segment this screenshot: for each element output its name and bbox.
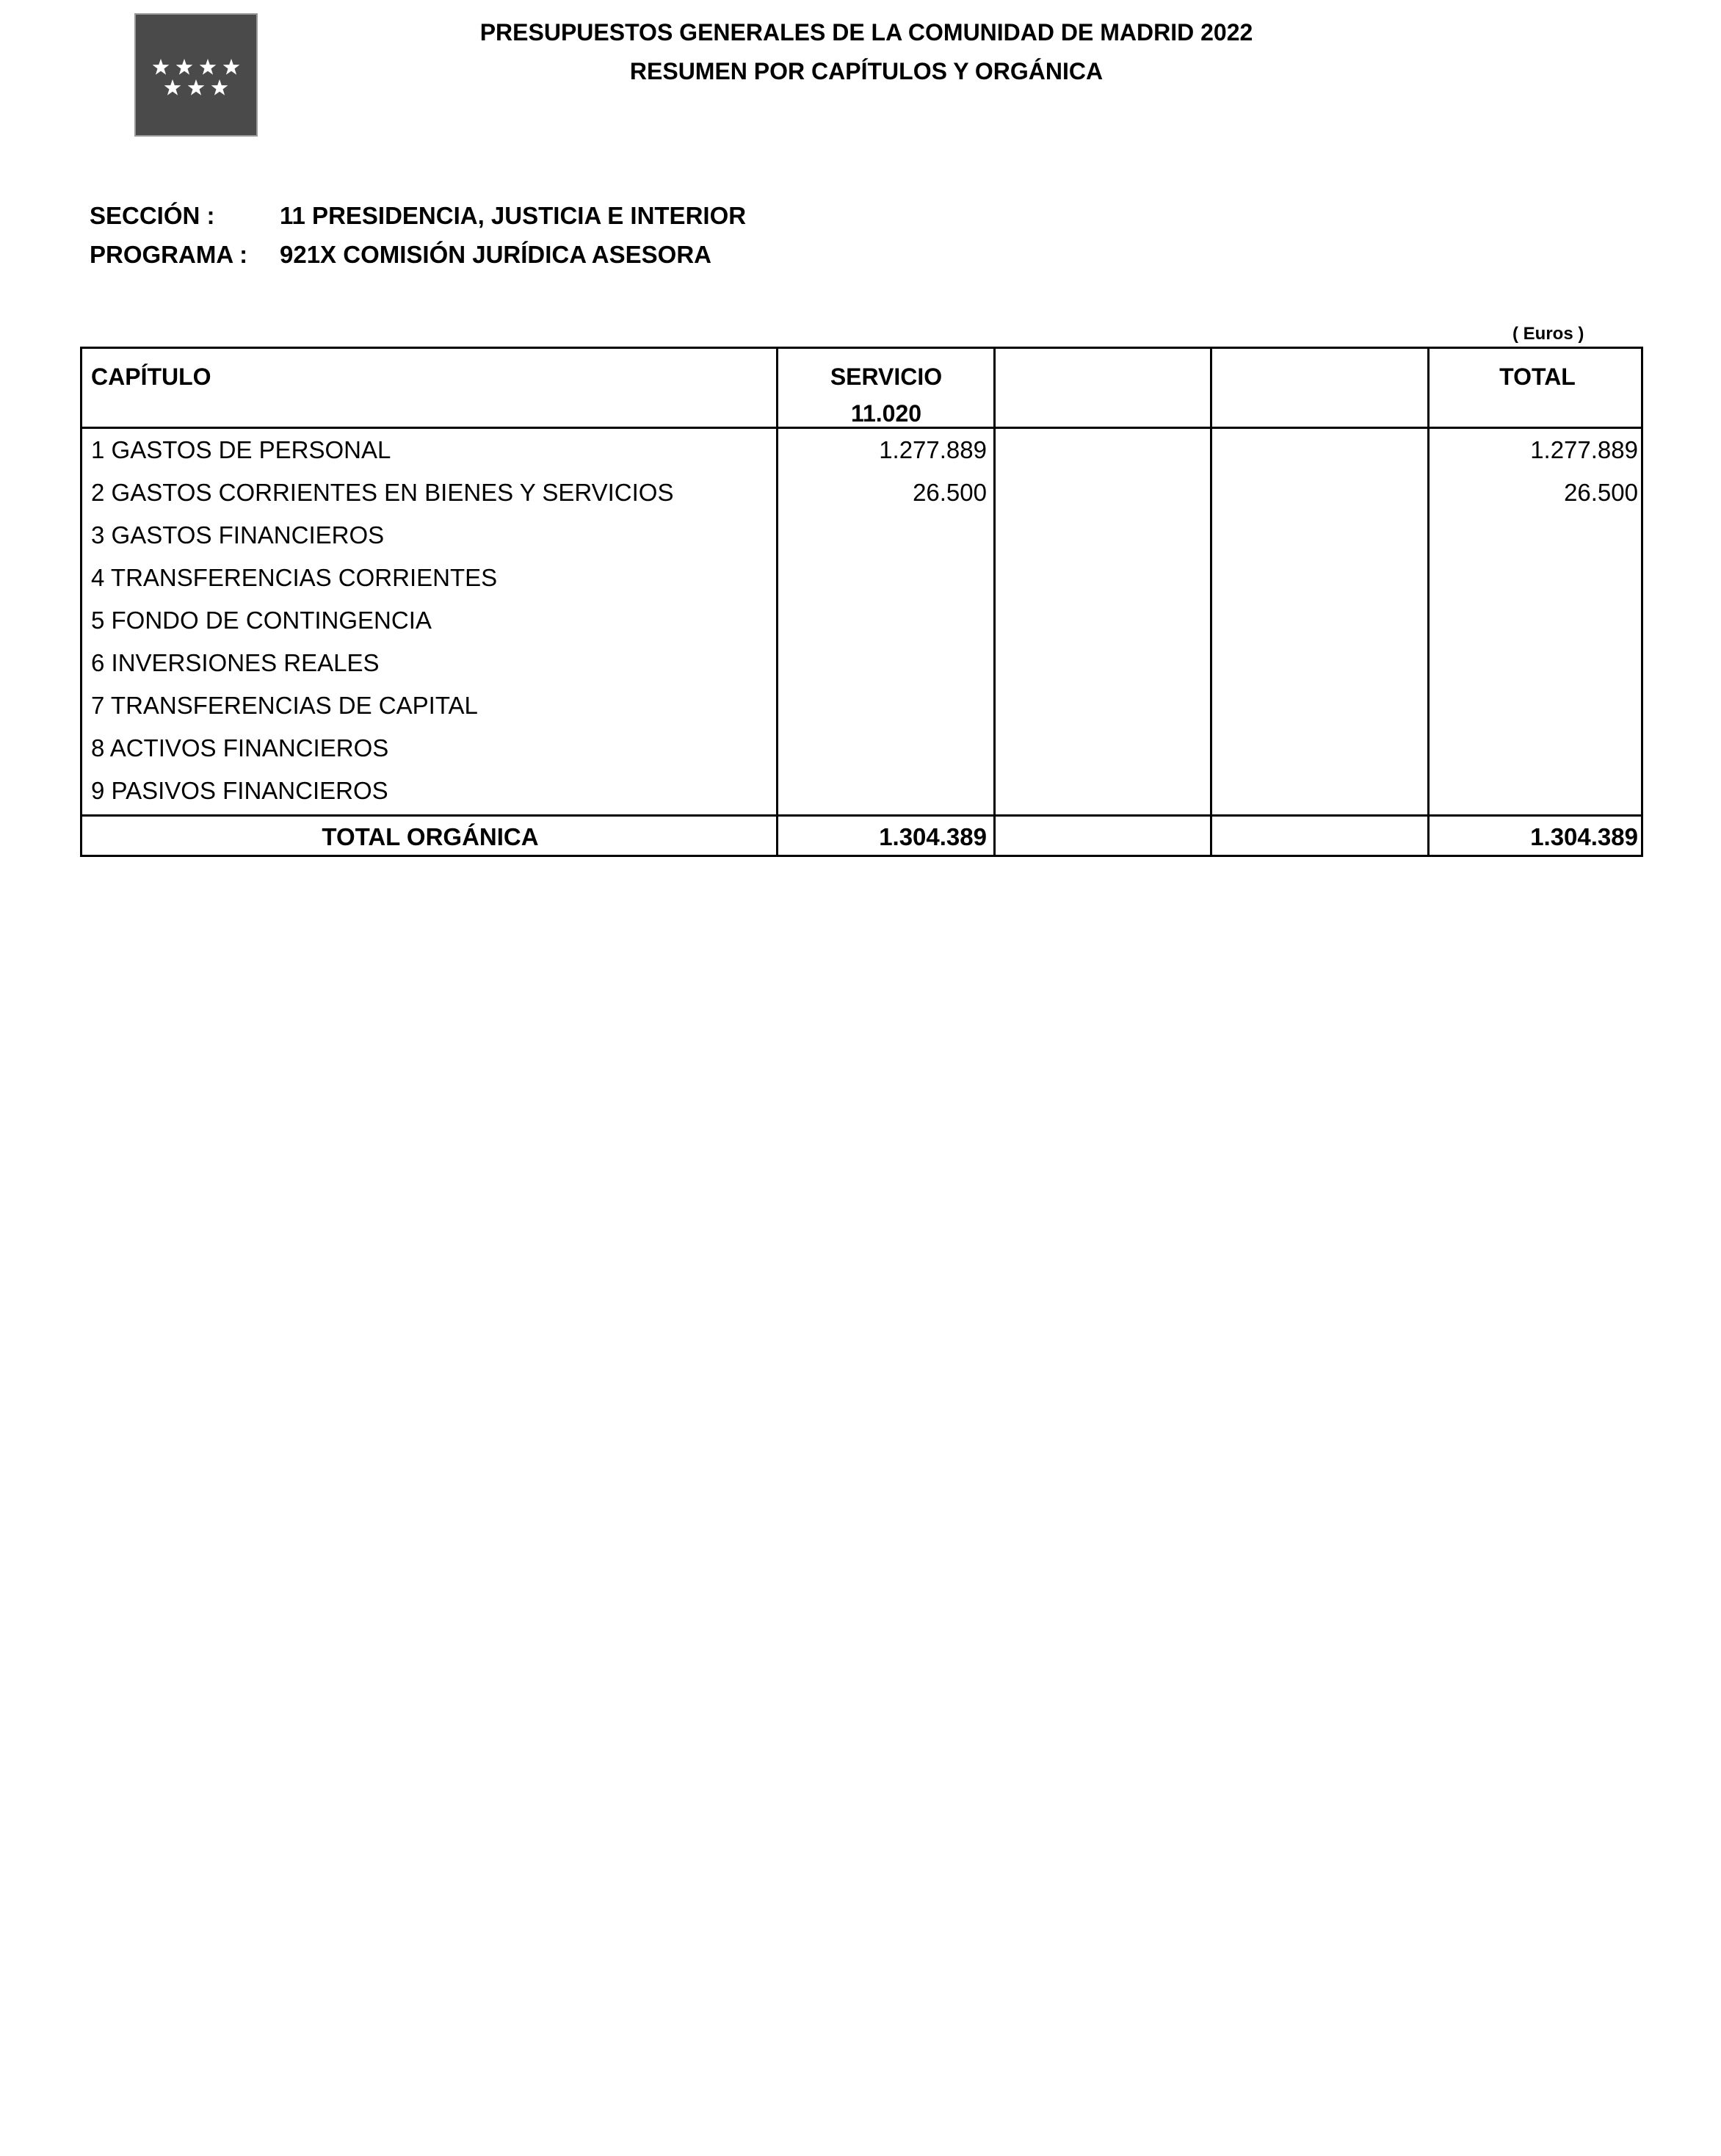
- row-servicio: 26.500: [913, 479, 987, 506]
- document-subtitle: RESUMEN POR CAPÍTULOS Y ORGÁNICA: [629, 58, 1104, 84]
- row-label: 1 GASTOS DE PERSONAL: [91, 436, 391, 463]
- row-label: 5 FONDO DE CONTINGENCIA: [91, 607, 432, 634]
- total-divider: [82, 814, 1641, 817]
- programa-label: PROGRAMA :: [90, 241, 248, 268]
- row-label: 4 TRANSFERENCIAS CORRIENTES: [91, 564, 498, 591]
- table-row: [82, 684, 1641, 727]
- table-row: [82, 642, 1641, 684]
- stars-icon: [136, 15, 256, 135]
- table-row: [82, 770, 1641, 812]
- table-row: [82, 429, 1641, 471]
- total-total: 1.304.389: [1530, 823, 1638, 850]
- total-servicio: 1.304.389: [879, 823, 987, 850]
- row-label: 2 GASTOS CORRIENTES EN BIENES Y SERVICIOS: [91, 479, 674, 506]
- total-row: [82, 817, 1641, 857]
- seccion-label: SECCIÓN :: [90, 202, 215, 229]
- total-label: TOTAL ORGÁNICA: [322, 823, 539, 850]
- comunidad-madrid-logo: [134, 13, 258, 137]
- row-servicio: 1.277.889: [879, 436, 987, 463]
- row-total: 1.277.889: [1530, 436, 1638, 463]
- header-total: TOTAL: [1499, 363, 1576, 390]
- seccion-value: 11 PRESIDENCIA, JUSTICIA E INTERIOR: [280, 202, 747, 229]
- table-row: [82, 471, 1641, 514]
- table-row: [82, 599, 1641, 642]
- document-title: PRESUPUESTOS GENERALES DE LA COMUNIDAD DE MADRID 2022: [479, 19, 1253, 46]
- table-row: [82, 514, 1641, 557]
- table-row: [82, 727, 1641, 770]
- row-label: 7 TRANSFERENCIAS DE CAPITAL: [91, 692, 478, 719]
- units-label: ( Euros ): [1512, 324, 1584, 344]
- row-label: 8 ACTIVOS FINANCIEROS: [91, 734, 389, 762]
- row-label: 9 PASIVOS FINANCIEROS: [91, 777, 388, 804]
- row-label: 6 INVERSIONES REALES: [91, 649, 380, 676]
- row-total: 26.500: [1564, 479, 1638, 506]
- programa-value: 921X COMISIÓN JURÍDICA ASESORA: [280, 241, 712, 268]
- budget-table: [80, 347, 1643, 857]
- header-servicio: SERVICIO: [830, 363, 943, 390]
- table-row: [82, 557, 1641, 599]
- row-label: 3 GASTOS FINANCIEROS: [91, 521, 385, 549]
- header-capitulo: CAPÍTULO: [91, 363, 211, 390]
- header-servicio-code: 11.020: [850, 400, 922, 427]
